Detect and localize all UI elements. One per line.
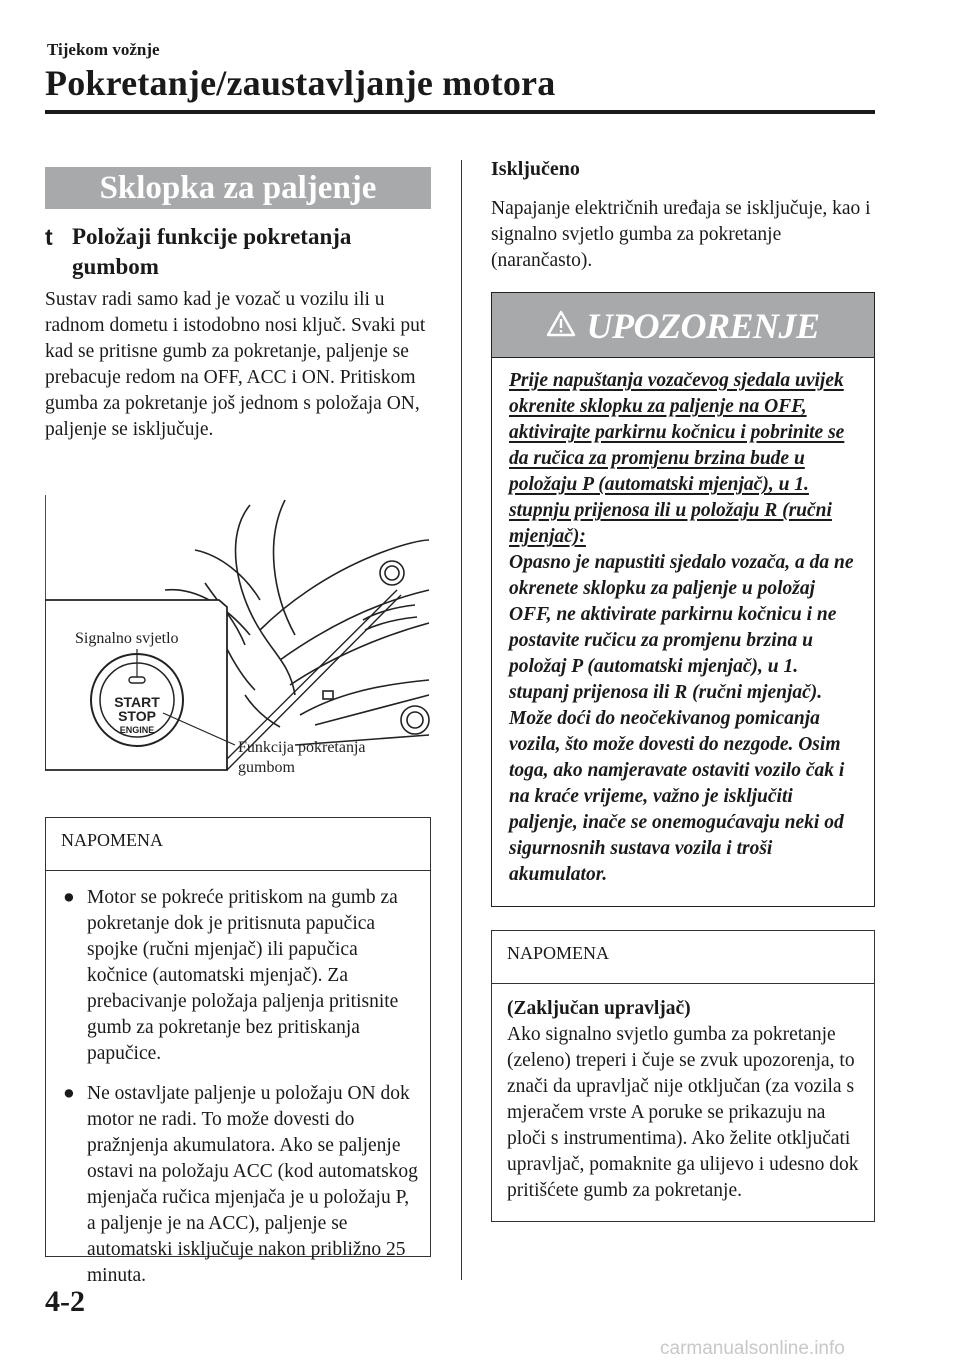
dashboard-drawing [45,495,431,780]
note-text: Ako signalno svjetlo gumba za pokretanje (zeleno) treperi i čuje se zvuk upozorenja, to znači da upravljač nije otključan (za vozila s mjeračem vrste A poruke se prikazuju na ploči s instrumentima). Ako želite otključati upravljač, pomaknite ga ulijevo i udesno dok pritišćete gumb za pokretanje. [507,1024,859,1201]
note-box-right [491,930,875,1222]
note-box-left [45,817,431,1286]
subheading-text: Položaji funkcije pokretanja gumbom [72,224,352,279]
warning-title: UPOZORENJE [586,306,820,346]
warning-text: Opasno je napustiti sjedalo vozača, a da ne okrenete sklopku za paljenje u položaj OFF, ne aktivirate parkirnu kočnicu i ne postavite ručicu za promjenu brzina u položaj P (automatski mjenjač), u 1. stupanj prijenosa ili R (ručni mjenjač). Može doći do neočekivanog pomicanja vozila, što može dovesti do nezgode. Osim toga, ako namjeravate ostaviti vozilo čak i na kraće vrijeme, važno je isključiti paljenje, inače se onemogućavaju neki od sigurnosnih sustava vozila i troši akumulator. [509,552,854,885]
running-header: Tijekom vožnje [47,40,160,59]
note-item-text: Ne ostavljate paljenje u položaju ON dok motor ne radi. To može dovesti do pražnjenja akumulatora. Ako se paljenje ostavi na položaju ACC (kod automatskog mjenjača ručica mjenjača je u položaju P, a paljenje je na ACC), paljenje se automatski isključuje nakon približno 25 minuta. [87,1083,418,1286]
label-button-line1: Funkcija pokretanja [238,739,366,756]
warning-header [492,293,874,358]
warning-box [491,292,875,907]
note-lead: (Zaključan upravljač) [507,998,691,1019]
label-button-line2: gumbom [238,759,295,776]
note-body [492,984,874,1204]
header-rule [45,110,875,114]
subheading-bullet: t [45,224,53,250]
bullet-icon: ● [63,1083,75,1104]
label-indicator: Signalno svjetlo [75,630,179,647]
column-divider [461,160,462,1280]
button-text-start: START [114,694,160,710]
section-title-bar: Sklopka za paljenje [45,167,431,209]
watermark: carmanualsonline.info [660,1338,845,1359]
button-text-stop: STOP [118,708,156,724]
note-item-text: Motor se pokreće pritiskom na gumb za pokretanje dok je pritisnuta papučica spojke (ručni mjenjač) ili papučica kočnice (automatski mjenjač). Za prebacivanje položaja paljenja pritisnite gumb za pokretanje bez pritiskanja papučice. [87,887,399,1064]
warning-body [492,358,874,888]
intro-paragraph: Sustav radi samo kad je vozač u vozilu ili u radnom dometu i istodobno nosi ključ. Svaki put kad se pritisne gumb za pokretanje, paljenje se prebacuje redom na OFF, ACC i ON. Pritiskom gumba za pokretanje još jednom s položaja ON, paljenje se isključuje. [45,289,426,440]
off-paragraph: Napajanje električnih uređaja se isključuje, kao i signalno svjetlo gumba za pokretanje (narančasto). [491,198,871,271]
off-subheading: Isključeno [491,158,580,180]
note-list [46,871,430,1289]
note-title: NAPOMENA [61,830,164,850]
page-title: Pokretanje/zaustavljanje motora [45,63,556,103]
page-number: 4-2 [45,1285,85,1318]
start-button-illustration [45,495,431,780]
warning-lead: Prije napuštanja vozačevog sjedala uvijek okrenite sklopku za paljenje na OFF, aktivirajte parkirnu kočnicu i pobrinite se da ručica za promjenu brzina bude u položaju P (automatski mjenjač), u 1. stupnju prijenosa ili u položaju R (ručni mjenjač): [509,370,845,547]
subheading [45,222,431,282]
note-item [61,1081,420,1289]
note-item [61,885,420,1067]
warning-triangle-icon [546,310,576,342]
note-title: NAPOMENA [507,943,610,963]
button-text-engine: ENGINE [119,725,155,735]
bullet-icon: ● [63,887,75,908]
